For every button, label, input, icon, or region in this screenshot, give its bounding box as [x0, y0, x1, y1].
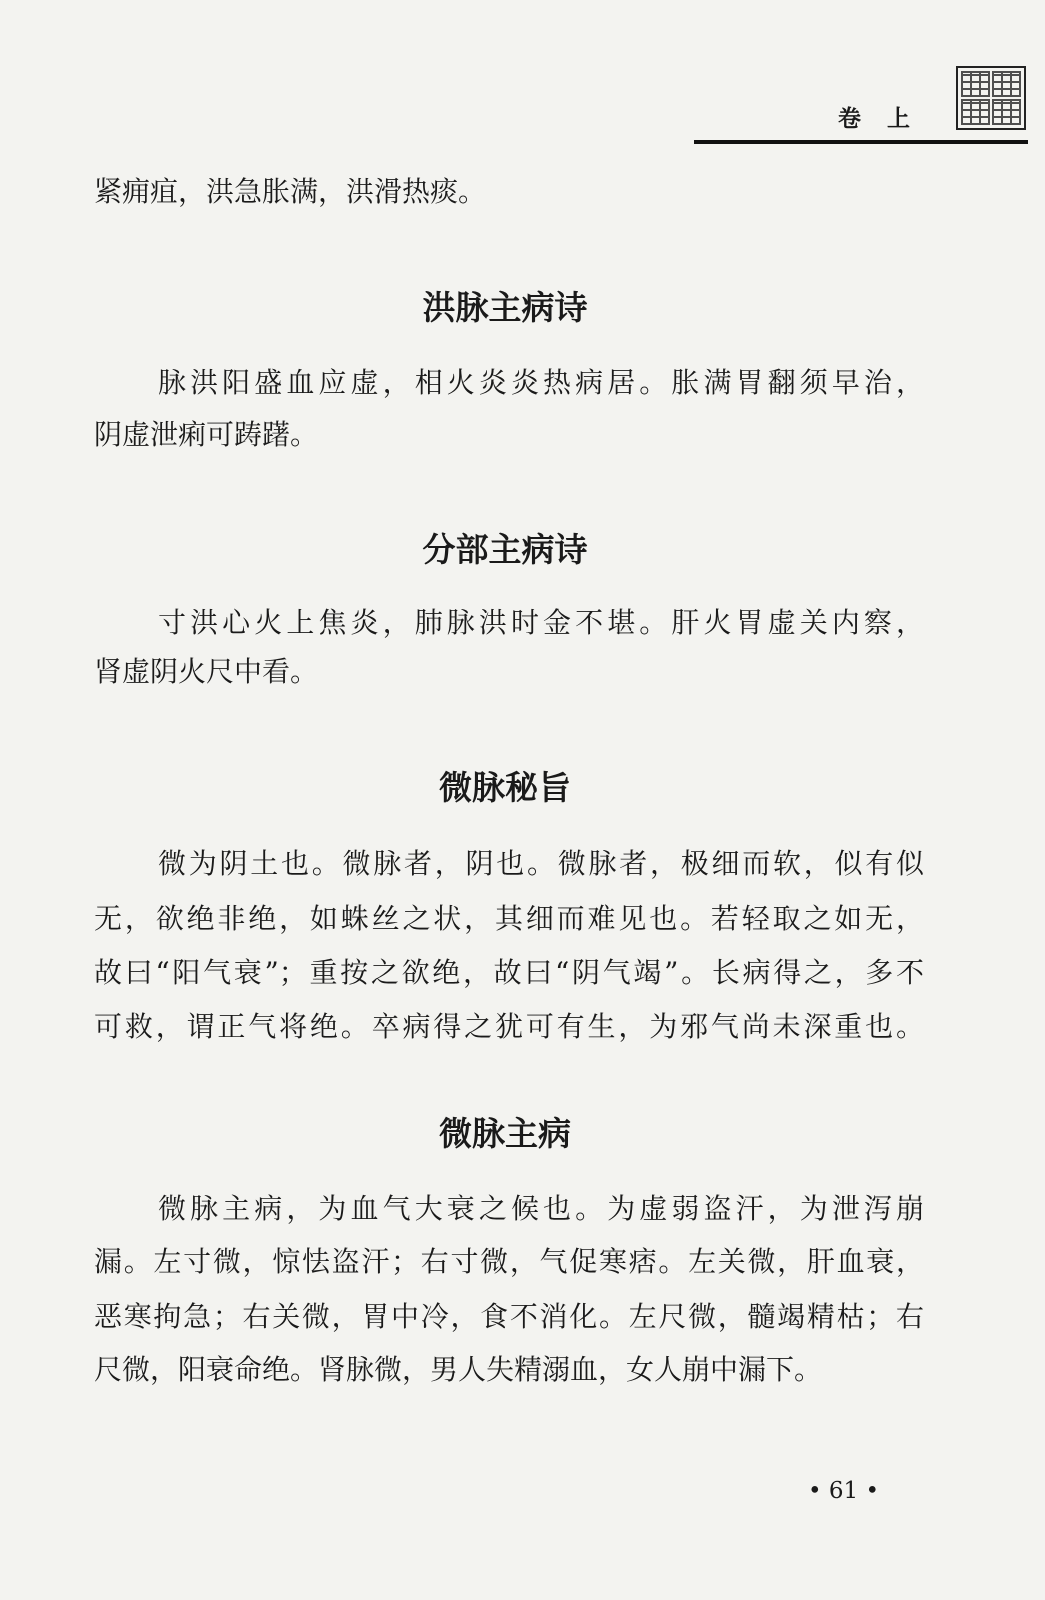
section-heading-wei-mai-zhu-bing: 微脉主病 [439, 1114, 571, 1153]
body-text-line: 微为阴土也。微脉者，阴也。微脉者，极细而软，似有似 [158, 847, 924, 880]
body-text-line: 尺微，阳衰命绝。肾脉微，男人失精溺血，女人崩中漏下。 [94, 1353, 823, 1386]
body-text-line: 微脉主病，为血气大衰之候也。为虚弱盗汗，为泄泻崩 [158, 1192, 924, 1225]
body-text-line: 漏。左寸微，惊怯盗汗；右寸微，气促寒痞。左关微，肝血衰， [94, 1245, 924, 1278]
body-text-line: 阴虚泄痢可踌躇。 [94, 418, 319, 451]
section-heading-wei-mai-mi-zhi: 微脉秘旨 [439, 768, 571, 807]
body-text-line: 寸洪心火上焦炎，肺脉洪时金不堪。肝火胃虚关内察， [158, 606, 924, 639]
body-text-line: 故曰“阳气衰”；重按之欲绝，故曰“阴气竭”。长病得之，多不 [94, 956, 924, 989]
body-text-line: 可救，谓正气将绝。卒病得之犹可有生，为邪气尚未深重也。 [94, 1010, 924, 1043]
body-text-line: 恶寒拘急；右关微，胃中冷，食不消化。左尺微，髓竭精枯；右 [94, 1300, 924, 1333]
body-text-line: 肾虚阴火尺中看。 [94, 655, 319, 688]
page-number: • 61 • [808, 1478, 880, 1504]
continued-text-line: 紧痈疽，洪急胀满，洪滑热痰。 [94, 175, 487, 208]
body-text-line: 脉洪阳盛血应虚，相火炎炎热病居。胀满胃翻须早治， [158, 366, 924, 399]
header-rule [694, 140, 1028, 144]
section-heading-hong-mai-zhu-bing-shi: 洪脉主病诗 [422, 288, 588, 327]
series-seal-logo [956, 66, 1026, 130]
body-text-line: 无，欲绝非绝，如蛛丝之状，其细而难见也。若轻取之如无， [94, 902, 924, 935]
section-heading-fen-bu-zhu-bing-shi: 分部主病诗 [422, 530, 588, 569]
running-header-volume: 卷上 [838, 105, 936, 132]
